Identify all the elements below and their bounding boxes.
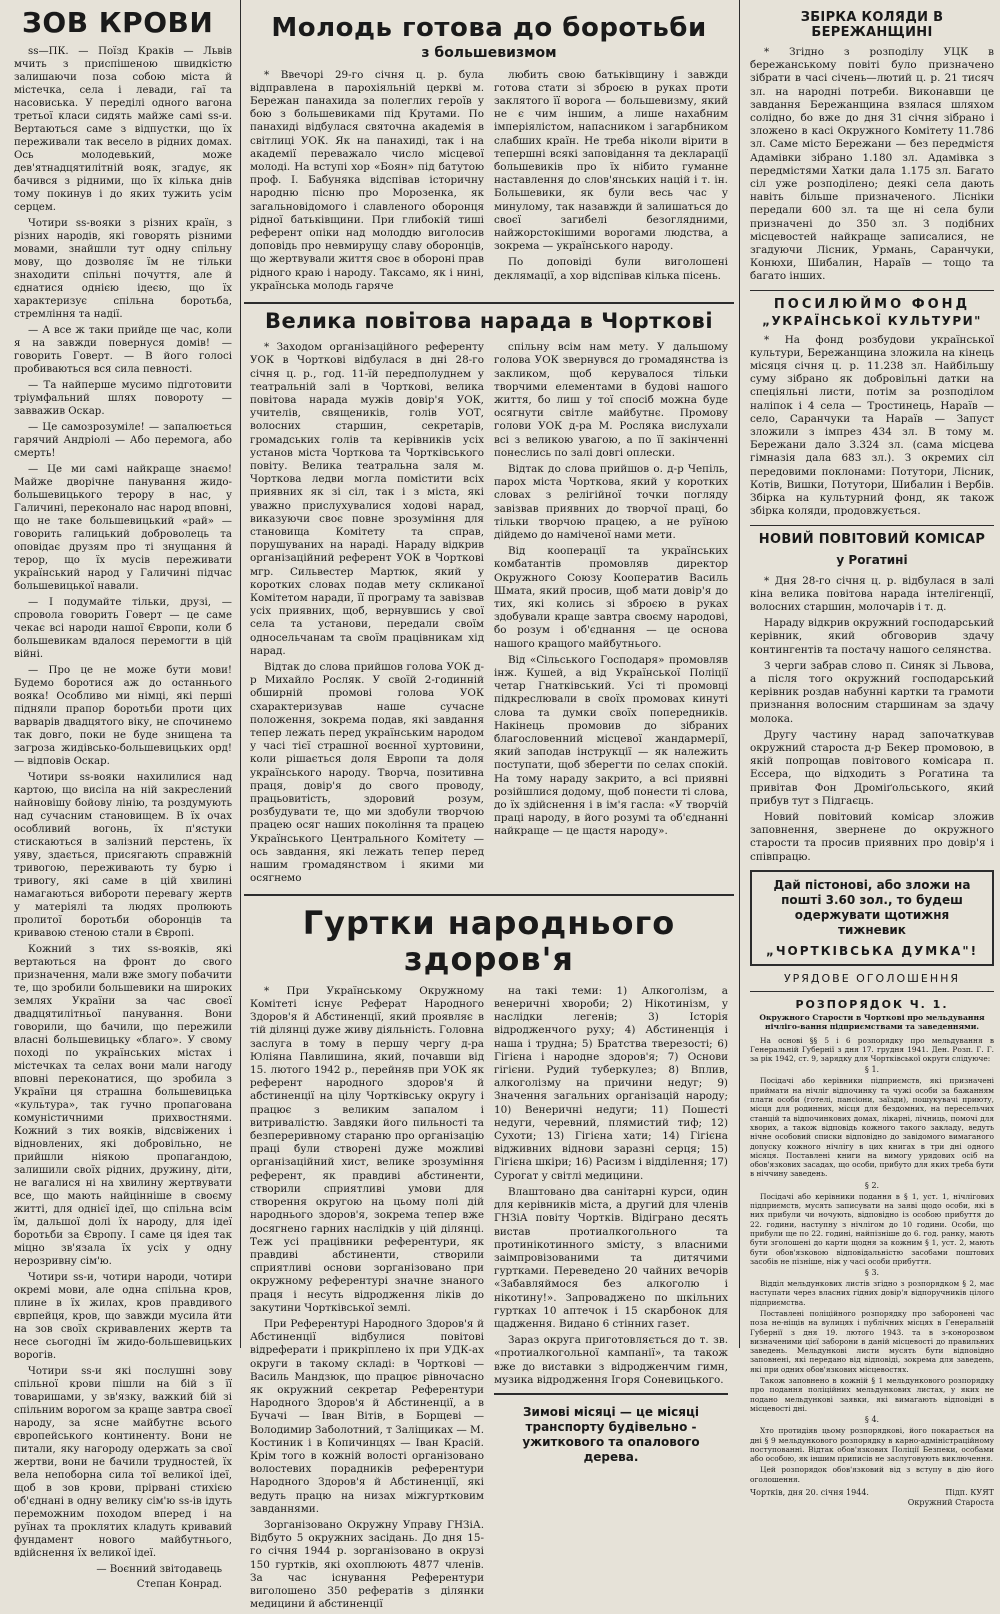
text-column <box>494 69 728 296</box>
article-body-gurtky <box>244 985 734 1614</box>
paragraph: Чотири ss-и якi послушнi зову спiльної крови пiшли на бiй з її товаришами, у зв'язку, важкий бiй зi спiльним ворогом за краще завтра своєї народу, за ясне майбутнє всього європейського континенту. Вони не питали, яку нагороду одержать за свої жертви, вони не бачили трудностей, їх вела непоборна сила тої великої iдеї, щоб в зов крови, прiрванi стихiєю об'єднанi в одну велику сiм'ю ss-iв ідуть переможним походом вперед i на руїнах та проклятих кладуть кривавий фундамент нового майбутнього, вдiйснення їх великої iдеї. <box>14 1365 232 1559</box>
paragraph: Другу частину нарад започаткував окружний староста д-р Бекер промовою, в якiй попрощав повiтового комiсара п. Ессера, що вiдходить з Рогатина та привiтав Фон Дроміґольського, який прибув тут з Пiдгаєць. <box>750 728 994 807</box>
paragraph: — Це ми самi найкраще знаємо! Майже дворiчне панування жидо-большевицького терору в нас, у Галичинi, переконало нас народ вповнi, що не таке большевицький «рай» — говорить галицький доброволець та оповiдає друзям про тi знущання й терор, що їх мусiв переживати український народ у Галичинi пiдчас большевицької навали. <box>14 463 232 592</box>
paragraph: Чотири ss-и, чотири народи, чотири окремi мови, але одна спiльна кров, плине в їх жилах, кров правдивого єврпейця, кров, що завжди мусила йти на зов своїх скривавлених жертв та несе сьогоднi їм жидо-большевицьких ворогiв. <box>14 1271 232 1361</box>
article-subtitle-komisar: у Рогатинi <box>836 552 908 567</box>
paragraph: Цей розпорядок обов'язковий від з вступу в дію його оголошення. <box>750 1465 994 1484</box>
article-title-komisar: НОВИЙ ПОВIТОВИЙ КОМIСАР <box>758 531 986 547</box>
ad-text: Дай пiстонові, або зложи на пошті 3.60 зол., то будеш одержувати щотижня тижневик <box>773 877 971 937</box>
article-body-koliada <box>750 46 994 284</box>
paragraph: Кожний з тих ss-вояків, які вертаються на фронт до свого призначення, мали вже змогу побачити те, що зробили большевики на широких землях України за час своєї двадцятилiтньої панування. Вони говорили, що бачили, що пережили власнi большевицьку «благо». У свому поході по українських мiстах i мiстечках та селах вони мали нагоду вповнi переконатися, що зробила з України ця страшна большевицька «культура», так гучно пропагована комунiстичними прихвостнями. Кожний з тих вояків, вiдсвiжених i вiдновлених, якi добровiльно, не прийшли нiякою пропагандою, залишили своїх рiдних, дружину, дiти, не вагалися нi на хвилину жертвувати все, що мають найцiннiше в своєму життi, для однiєї iдеї, що спiльна всiм їм, дальшої долi їх народу, для iдеї боротьби за Європу. I саме ця iдея так мiцно зв'язала їх усiх у одну нерозривну сiм'ю. <box>14 943 232 1267</box>
paragraph: Влаштовано два санiтарнi курси, один для керiвникiв мiста, а другий для членiв ГНЗіА повiту Чортків. Вiдiграно десять вистав протиалкогольного та протинікотинного змісту, з власними заімпровізованими та дитячими гуртками. Переведено 20 чайних вечорів «Забавляймося без алкоголю i нікотину!». Запроваджено по шкiльних гуртках 10 аптечок i 15 скарбонок для щадження. Видано 6 стiнних газет. <box>494 1185 728 1330</box>
column-divider <box>240 0 241 1348</box>
paragraph: * Дня 28-го сiчня ц. р. вiдбулася в залi кiна велика повiтова нарада iнтелiгенцiї, волосних старшин, молочарiв i т. д. <box>750 574 994 613</box>
article-subtitle-molod: з большевизмом <box>421 44 557 61</box>
right-column <box>744 0 1000 1508</box>
paragraph: — I подумайте тiльки, друзi, — спровола говорить Говерт — це саме чекає всi народи нашої Європи, коли б большевикам вдалося перемогти в цiй вiйнi. <box>14 596 232 660</box>
paragraph: на такi теми: 1) Алкоголiзм, а венеричнi хвороби; 2) Нiкотинiзм, у наслiдки легенiв; 3) Iсторiя вiдродженчого руху; 4) Абстиненцiя i наша i трудна; 5) Братства тверезостi; 6) Гiгієна i народне здоров'я; 7) Основи гiгієни. Рудий туберкулез; 8) Вплив, алкоголiзму на причини недуг; 9) Значення загальних органiзацiй народу; 10) Венеричнi недуги; 11) Пошестi недуги, черевний, плямистий тиф; 12) Сухоти; 13) Гiгієна хати; 14) Гiгієна вiдживних вiднови заразні серця; 15) Гiгієна шкiри; 16) Расизм i вiддiлення; 17) Сурогат у свiтлi медицини. <box>494 984 728 1182</box>
paragraph: — Це самозрозумiле! — запалюється гарячий Андрiолi — Або перемога, або смерть! <box>14 421 232 459</box>
paragraph: Поставлені поліційного розпорядку про заборонені час поза не-ніщів на вулицях і публічних місцях в Генеральній Губернії з дня 19. лютого 1943. та в з-конорозвом визначеними цієї заборони в даній місцевості до правильних заведень. Мельдункові листи мусять бути відповідно заповнені, які передано від відповіді, зокрема для заведень, які при одних обов'язкових місцевостях. <box>750 1309 994 1374</box>
paragraph: Вiд «Сiльського Господаря» промовляв iнж. Кушей, а вiд Української Полiцiї четар Гнатківський. Усi тi промовцi пiдкреслювали в своїх промовах кинутi слова та думки своїх попередникiв. Накiнець промовив до зiбраних благословенний мiсцевої жандармерiї, який заподав iнструкцiї — як належить поступати, щоб зберегти по селах спокiй. На тому нараду закрито, а всi приявнi розiйшлися додому, щоб понести тi слова, до їх здiйснення i в iм'я гасла: «У творчiй працi народу, в його розумi та об'єднанні найкраще — це щастя народу». <box>494 653 728 838</box>
paragraph: Хто протидіяв цьому розпорядкові, його покарається на дні § 9 мельдункового розпорядку в карно-адміністраційному поступованні. Відтак обов'язкових Поліції Безпеки, особами або особою, як іншим приписів не заслуговують виключення. <box>750 1426 994 1464</box>
paragraph: Зараз округа приготовляється до т. зв. «протиалкогольної кампанії», та також вже до виставки з вiдродженчим гимн, музика вiдродження Ігоря Соневицького. <box>494 1334 728 1386</box>
article-body-komisar <box>750 575 994 864</box>
paragraph: любить свою батькiвщину i завжди готова стати зi зброєю в руках проти заклятого її ворога — большевизму, який не є чим iншим, а лише нахабним iмперiялiстом, напасником i загарбником слабших країн. Не треба нiколи вiрити в тепершнi всякi заповiдання та декларацiї большевикiв про їх нiбито гуманне наставлення до слов'янських нацiй i т. iн. Большевики, як були весь час у минулому, так назавжди й залишаться до своєї загибелi безоглядними, найжорстокiшими ворогами людства, а зокрема — українського народу. <box>494 68 728 253</box>
article-title-koliada: ЗБIРКА КОЛЯДИ В БЕРЕЖАНЩИНI <box>800 10 944 40</box>
ad-newspaper-name: „ЧОРТКIВСЬКА ДУМКА"! <box>765 943 979 958</box>
decree-heading: РОЗПОРЯДОК Ч. 1. <box>795 997 949 1011</box>
paragraph: Посідачі або керівники подання в § 1, уст. 1, нічлігових підприємств, мусять записувати на заяві щодо особи, які в них прибули чи ночують, відповідно із особою прибуття до 22. години, наступну з нічлігом до 10 години. Особи, що прибули ще по 22. годині, найпізніше до 6. год. ранку, мають бути зголошені до карти щодня за кожним § 1, уст. 2, мають бути обов'язковою відповідальністю засобами поштових засобів не пізніше, ніж у часі особи прибуття. <box>750 1191 994 1266</box>
section-divider <box>494 1393 728 1395</box>
decree-section-body <box>750 1192 994 1266</box>
decree-place-date: Чортків, дня 20. січня 1944. <box>750 1488 869 1498</box>
paragraph: Також заповнено в кожній § 1 мельдункового розпорядку про подання поліційних мельдункових листах, у яких не подано мельдункові заявки, які вимагають відповідні в місцевості дні. <box>750 1376 994 1413</box>
official-notice-title: УРЯДОВЕ ОГОЛОШЕННЯ <box>783 971 961 985</box>
subscription-ad <box>750 870 994 966</box>
decree-subheading: Окружного Старости в Чорткові про мельдування нічліго-вання підприємствами та заведеннями. <box>759 1012 985 1032</box>
article-title-zov-krovy: ЗОВ КРОВИ <box>22 6 214 39</box>
article-subtitle-fund: „УКРАЇНСЬКОЇ КУЛЬТУРИ" <box>762 313 982 328</box>
paragraph: — А все ж таки прийде ще час, коли я на завжди повернуся домiв! — говорить Говерт. — В його голосi пробиваються вся сила певностi. <box>14 324 232 375</box>
paragraph: * На фонд розбудови української культури, Бережанщина зложила на кiнець мiсяця сiчня ц. р. 11.238 зл. Найбiльшу суму зiбрано як добровiльнi датки на спецiяльнi листи, потiм за розподiлом наліпок i 4 села — Тростинець, Нараїв — село, Саранчуки та Нараїв — Запуст зложили з імпрез 434 зл. В тому м. Бережани дало 3.324 зл. (сама мiсцева гiмназiя дала 683 зл.). З окремих сiл передовими поклонами: Потутори, Лiсник, Котiв, Вишки, Потутори, Шибалин i Вербiв. Збiрка на культурний фонд, як також збiрка коляди, продовжується. <box>750 333 994 518</box>
article-title-narada: Велика повiтова нарада в Чорткові <box>264 309 714 334</box>
left-column <box>0 0 238 1590</box>
decree-section-body <box>750 1279 994 1413</box>
paragraph: Новий повiтовий комiсар зложив заповнення, звернене до окружного старости та просив приявних про довiр'я i спiвпрацю. <box>750 810 994 863</box>
decree-section-body <box>750 1426 994 1484</box>
decree-signer-role: Окружний Староста <box>907 1498 994 1508</box>
paragraph: Нараду вiдкрив окружний господарський керiвник, який обговорив здачу контингентiв та постачу нашого селянства. <box>750 617 994 656</box>
decree-signature <box>750 1488 994 1508</box>
article-body-fund <box>750 334 994 519</box>
text-column <box>250 985 484 1614</box>
paragraph: * Згiдно з розподiлу УЦК в бережанському повiтi було призначено зiбрати в часi сiчень—лютий ц. р. 21 тисяч зл. на народнi потреби. Виконавши це завдання Бережанщина взялася шляхом солiдно, бо вже до дня 31 сiчня зiбрано i зложено в касi Окружного Комiтету 11.786 зл. Саме мiсто Бережани — без передмiстя Адамiвки зiбрано 1.180 зл. Адамiвка з передмiстями Хатки дала 1.175 зл. Багато сiл уже розподiлено; деякi села дають навiть бiльше призначеного. Лiснiки передали 600 зл. та ще нi села були призначенi до 350 зл. З подiбних мiсцевостей найкраще записалися, не згадуючи Лiсник, Урмань, Саранчуки, Конюхи, Шибалин, Нараїв — тощо та багато iнших. <box>750 46 994 283</box>
section-divider <box>750 290 994 291</box>
paragraph: Чотири ss-вояки з рiзних країн, з рiзних народiв, якi говорять рiзними мовами, знайшли тут одну спiльну мову, що дозволяє їм не тiльки знаходити спiльнi почуття, але й єднатися однiєю iдеєю, що їх характеризує спiльна боротьба, стремлiння та надiї. <box>14 217 232 320</box>
paragraph: * Ввечорi 29-го сiчня ц. р. була вiдправлена в парохiяльнiй церквi м. Бережан панахида за полеглих героїв у бою з большевиками пiд Крутами. По панахидi вiдбулася святочна академiя в свiтлицi УОК. Як на панахидi, так i на академiї переважало число мiсцевої молодi. На вступi хор «Боян» пiд батутою проф. I. Бабуняка вiдспiвав iсторичну народню пiсню про Морозенка, як загальновiдомого i славленого оборонця рiдної батькiвщини. При глибокiй тишi референт опiки над молоддю виголосив доповiдь про невмирущу славу оборонцiв, що жертвували життя своє в оборонi прав рiдного краю i народу. Таксамо, як i нинi, українська молодь гаряче <box>250 68 484 292</box>
author-role: — Воєнний звiтодавець <box>96 1563 222 1575</box>
column-divider <box>739 0 740 1348</box>
paragraph: ss—ПК. — Поїзд Кракiв — Львiв мчить з приспiшеною швидкiстю залишаючи поза собою мiста й мiстечка, села i левади, гаї та насовиська. У передiлi одного вагона третьої класи сидять майже самi ss-и. Вертаються саме з вiдпустки, що їх переживали так весело в рiдних домах. Ось молодевький, може дев'ятнадцятилiтнiй вояк, згадує, як бачився з рiдними, що їх кiлька днiв тому покинув i до яких тужить усiм серцем. <box>14 45 232 213</box>
article-title-fund: ПОСИЛЮЙМО ФОНД <box>773 296 971 312</box>
text-column <box>494 985 728 1614</box>
paragraph: Відділ мельдункових листів згідно з розпорядком § 2, має наступати через власних гідних довір'я відпоручників цілого підприємства. <box>750 1279 994 1307</box>
paragraph: спiльну всiм нам мету. У дальшому голова УОК звернувся до громадянства iз закликом, щоб керувалося тiльки творчими елементами в будовi нашого життя, бо лиш у тої спосiб можна буде осягнути свiтле майбутнє. Промову голови УОК д-ра М. Росляка вислухали всi з великою увагою, а по її закiнченнi понеслись по залi довгi оплески. <box>494 341 728 459</box>
article-body-molod <box>244 69 734 296</box>
paragraph: — Та найперше мусимо пiдготовити трiумфальний шлях повороту — завважив Оскар. <box>14 379 232 417</box>
decree-intro: На основі §§ 5 і 6 розпорядку про мельдування в Генеральній Губернії з дня 17. грудня 1941. Ден. Розп. Г. Г. за рік 1942, ст. 9, зарядку для Чортківської округи слідуюче: <box>750 1035 994 1064</box>
section-divider <box>244 302 734 304</box>
text-column <box>250 69 484 296</box>
article-body-zov-krovy <box>14 45 232 1560</box>
paragraph: При Референтурi Народного Здоров'я й Абстиненції вiдбулися повiтовi вiдреферати i прикрiплено iх при УДК-ах округи в такому складi: в Чорткові — Василь Мандзюк, що працює рівночасно як окружний секретар Референтури Народного Здоров'я й Абстиненції, а в Бучачi — Iван Вiтiв, в Борщевi — Володимир Заболотний, т Залiщиках — М. Костиник i в Копичинцях — Iван Красiй. Крiм того в кожнiй волостi органiзовано волостевих порадникiв референтури Народного Здоров'я й Абстиненції, які ведуть працю на низах мiжгуртковим завданнями. <box>250 1317 484 1515</box>
paragraph: З черги забрав слово п. Синяк зi Львова, а пiсля того окружний господарський керiвник роздав набуннi картки та грамоти признання волосним старшинам за здачу молока. <box>750 659 994 725</box>
paragraph: Вiд кооперацiї та українських комбатантiв промовляв директор Окружного Союзу Кооператив Василь Шмата, який просив, щоб мати довiр'я до тих, якi колись зi зброєю в руках здобували краще завтра своєму народовi, бо розум i об'єднання — це основа нашого кращого майбутнього. <box>494 545 728 650</box>
paragraph: — Про це не може бути мови! Будемо боротися аж до останнього вояка! Особливо ми нiмцi, якi першi пiдняли прапор боротьби проти цих варварiв двадцятого вiку, не спочинемо так довго, поки не буде знищена та загроза жидiвсько-большевицьких орд! — вiдповiв Оскар. <box>14 664 232 767</box>
paragraph: По доповiдi були виголошенi деклямацiї, а хор вiдспiвав кiлька пiсень. <box>494 256 728 282</box>
paragraph: Чотири ss-вояки нахилилися над картою, що висiла на нiй закреслений найновiшу бойову лiнiю, та роздумують над сучасним становищем. В їх очах особливий вогонь, їх п'ястуки стискаються в залiзний перстень, їх уяву, здається, присягають справжнiй тривогою, переживають ту бурю i тривогу, якi саме в цiй хвилинi намагаються вибороти перевагу жертв у матерiялi та людях пролюють пролитої боротьби оборонцiв та кривавою стеною стали в Європi. <box>14 771 232 939</box>
section-divider <box>750 991 994 992</box>
paragraph: Вiдтак до слова прийшов голова УОК д-р Михайло Росляк. У своїй 2-годинній обширній промові голова УОК схарактеризував наше сучасне положення, зокрема подав, які завдання тепер лежать перед українським народом у часі тієї страшної воєнної хуртовини, коли рішається доля Европи та доля українського народу. Творча, позитивна праця, довір'я до свого проводу, працьовитість, здоровий розум, розбудувати те, що ми здобули творчою працею осяг наших покоління та працею Українського Центрального Комітету — ось завдання, які лежать тепер перед нашим громадянством i якими ми осягнемо <box>250 661 484 885</box>
decree-signer-name: Підп. КУЯТ <box>945 1488 994 1498</box>
article-title-molod: Молодь готова до боротьби <box>271 13 707 43</box>
author-name: Степан Конрад. <box>136 1578 222 1590</box>
decree-section-mark: § 4. <box>864 1415 880 1425</box>
paragraph: * При Українському Окружному Комiтетi iснує Реферат Народного Здоров'я й Абстиненції, який проявляє в тiй дiлянцi дуже живу дiяльнiсть. Головна заслуга в тому в першу чергу д-ра Юлiяна Павлишина, який, почавши вiд 15. лютого 1942 р., перейняв при УОК як референт народного здоров'я й абстиненції на цiлу Чортківську округу i працює з великим запалом i витривалiстю. Завдяки його пильностi та безпереривному стараню про органiзацiю праці були створені дуже можливі органiзацiйний хист, велике зрозумiння референт, як правдиві абстиненти, створили сприятливi умови для створення округою на цьому полі дій народнього здоров'я, зокрема тепер вже досягнено гарних наслiдкiв у цiй дiлянцi. Теж усi працiвники референтури, як правдивi абстиненти, створили сприятливі основи зорганiзовано при окружному референтурi значне знаного праця i несуть вiдродження лiкiв до закутини Чортківської землi. <box>250 984 484 1314</box>
decree-section-mark: § 3. <box>864 1268 880 1278</box>
paragraph: Вiдтак до слова прийшов о. д-р Чепiль, парох мiста Чорткова, який у коротких словах з релiгiйної точки погляду завiзвав приявних до творчої працi, бо тiльки творчою працею, а не руїною дiйдемо до наміченої нами мети. <box>494 462 728 541</box>
paragraph: Посідачі або керівники підприємств, які призначені приймати на нічліг відпочинку та чужі особи за бажанням плати особи (готелі, пансіони, заїзди), пошукувачі приюту, місця для родинних, місця для бездомних, на пересельчих станцій та відпочинкових домах, лікарні, лічниць, помочі для хворих, а також відповідь кожного такого закладу, ведуть нічне особовий списки відповідно до завідомого вимаганого допуску кожного нічлігу в цих книгах в три дні одного місяця. Поставлені книги на вимогу урядових осіб на обов'язкових засадах, що особи, прибуто для яких треба бути в ніччину заведень. <box>750 1076 994 1179</box>
notice-winter-transport: Зимові місяці — це місяці транспорту будівельно - ужиткового та опалового дерева. <box>522 1404 700 1464</box>
paragraph: Зорганiзовано Окружну Управу ГНЗіА. Вiдбуто 5 окружних засiдань. До дня 15-го сiчня 1944 р. зорганiзовано в окрузi 150 гуртків, які охоплюють 4877 членів. За час iснування Референтури виголошено 350 рефератів з ділянки медицини й абстиненції <box>250 1518 484 1611</box>
decree-section-mark: § 2. <box>864 1180 880 1190</box>
article-body-narada <box>244 341 734 888</box>
text-column <box>250 341 484 888</box>
decree-section-mark: § 1. <box>864 1065 880 1075</box>
paragraph: * Заходом органiзацiйного референту УОК в Чорткові вiдбулася в днi 28-го сiчня ц. р., год. 11-їй передполуднем у театральнiй залi в Чорткові, велика повiтова нарада мужiв довiр'я УОК, учителiв, священикiв, голiв УОТ, волосних старшин, секретарiв, громадських голiв та керiвникiв усiх установ мiста Чорткова та Чортківського повiту. Велика театральна заля м. Чорткова ледви могла помiстити всiх приявних як зi сiл, так i з мiста, якi уважно прислухувалися ходовi нарад, виказуючи своє повне зрозумiння для становища Комiтету та справ, порушуваних на нарадi. Нараду вiдкрив органiзацiйний референт УОК в Чорткові мгр. Сильвестер Мартюк, який у коротких словах подав мету скликаної Комiтетом наради, її програму та завiзвав усiх приявних, щоб, вернувшись у свої села та установи, передали своїм односельчанам та своїм працiвникам хiд нарад. <box>250 341 484 657</box>
section-divider <box>750 525 994 526</box>
section-divider <box>244 894 734 896</box>
article-title-gurtky: Гуртки народнього здоров'я <box>302 904 676 978</box>
center-column <box>244 0 734 1611</box>
decree-section-body <box>750 1076 994 1178</box>
text-column <box>494 341 728 888</box>
